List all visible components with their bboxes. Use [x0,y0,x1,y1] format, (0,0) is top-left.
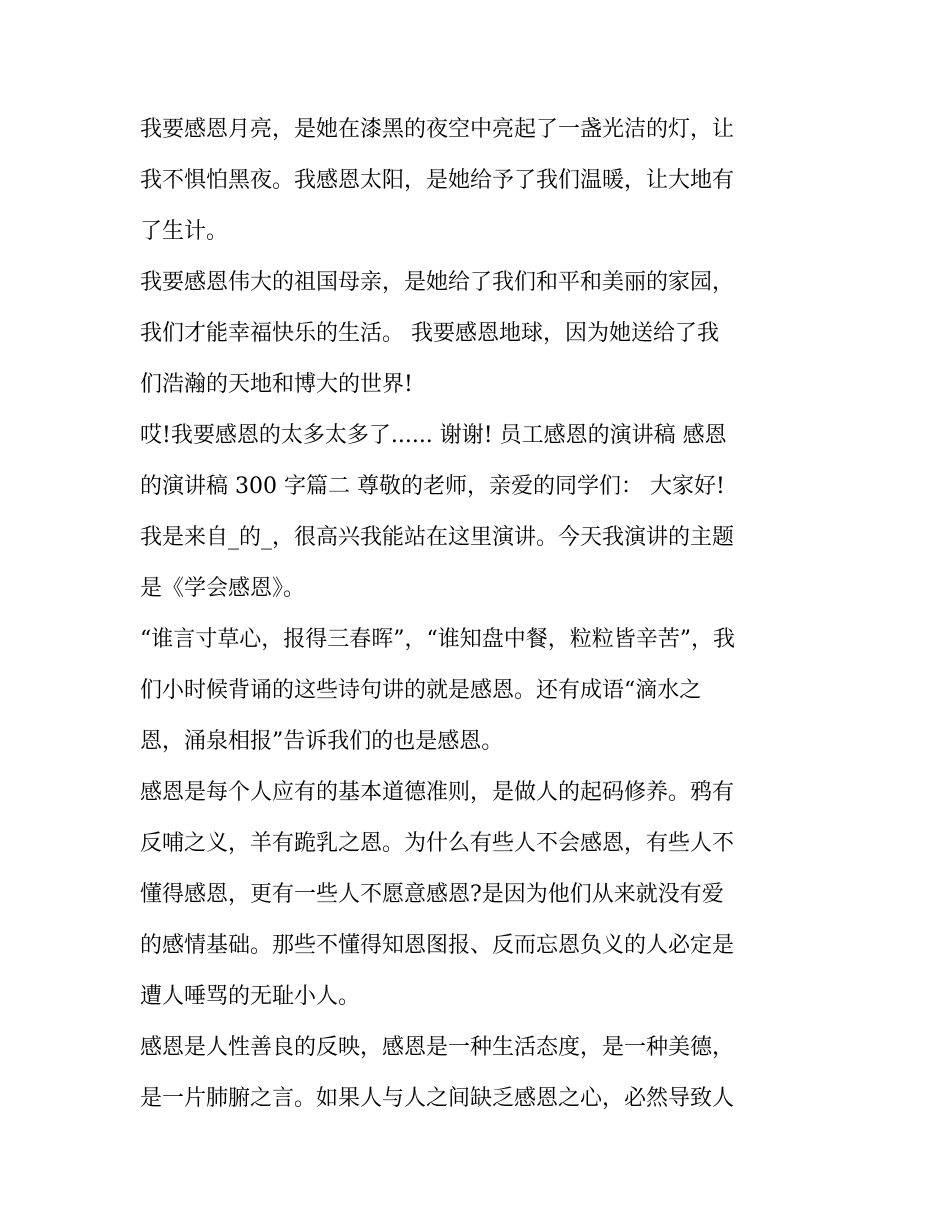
text-line: 是一片肺腑之言。如果人与人之间缺乏感恩之心，必然导致人 [140,1086,735,1111]
text-line: 是《学会感恩》。 [140,576,306,601]
text-line: 懂得感恩，更有一些人不愿意感恩?是因为他们从来就没有爱 [140,882,724,907]
text-line: 的演讲稿 300 字篇二 尊敬的老师，亲爱的同学们： 大家好! [140,474,725,499]
paragraph-motherland [140,257,820,410]
document-body [140,104,820,1124]
text-line: 们小时候背诵的这些诗句讲的就是感恩。还有成语“滴水之 [140,678,702,703]
text-line: 了生计。 [140,219,229,244]
text-line: 我要感恩月亮，是她在漆黑的夜空中亮起了一盏光洁的灯，让 [140,117,735,142]
paragraph-moral-principle [140,767,820,1022]
text-line: 的感情基础。那些不懂得知恩图报、反而忘恩负义的人必定是 [140,933,735,958]
text-line: 感恩是每个人应有的基本道德准则，是做人的起码修养。鸦有 [140,780,735,805]
paragraph-speech-intro [140,410,820,614]
text-line: 我是来自_的_，很高兴我能站在这里演讲。今天我演讲的主题 [140,525,735,550]
text-line: 我要感恩伟大的祖国母亲，是她给了我们和平和美丽的家园， [140,270,735,295]
paragraph-moon-sun [140,104,820,257]
paragraph-poems [140,614,820,767]
text-line: “谁言寸草心，报得三春晖”，“谁知盘中餐，粒粒皆辛苦”，我 [140,627,735,652]
text-line: 我不惧怕黑夜。我感恩太阳，是她给予了我们温暖，让大地有 [140,168,735,193]
text-line: 们浩瀚的天地和博大的世界! [140,372,413,397]
paragraph-human-nature [140,1022,820,1124]
text-line: 恩，涌泉相报”告诉我们的也是感恩。 [140,729,504,754]
text-line: 我们才能幸福快乐的生活。 我要感恩地球，因为她送给了我 [140,321,719,346]
text-line: 遭人唾骂的无耻小人。 [140,984,361,1009]
text-line: 感恩是人性善良的反映，感恩是一种生活态度，是一种美德， [140,1035,735,1060]
text-line: 反哺之义，羊有跪乳之恩。为什么有些人不会感恩，有些人不 [140,831,735,856]
text-line: 哎!我要感恩的太多太多了...... 谢谢! 员工感恩的演讲稿 感恩 [140,423,727,448]
